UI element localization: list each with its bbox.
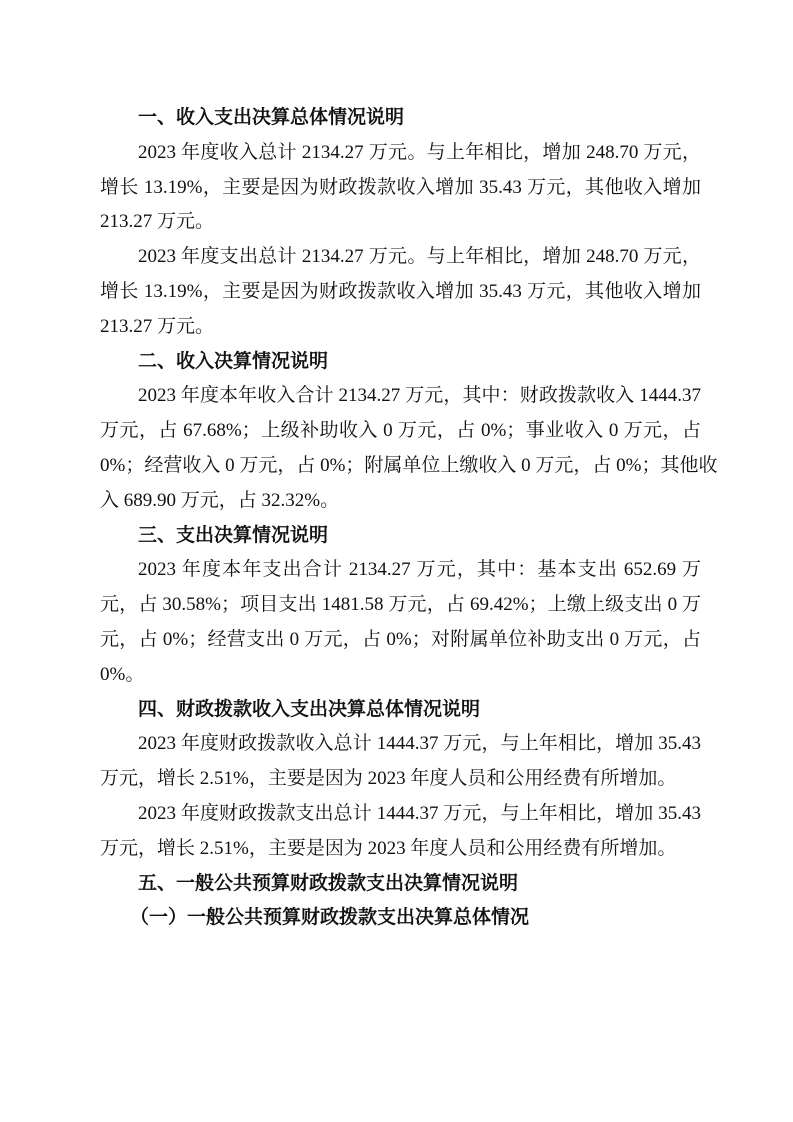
paragraph-line: 万元，增长 2.51%，主要是因为 2023 年度人员和公用经费有所增加。 bbox=[100, 837, 677, 859]
document-body bbox=[100, 101, 718, 936]
paragraph-line: 2023 年度收入总计 2134.27 万元。与上年相比，增加 248.70 万元， bbox=[138, 141, 701, 163]
paragraph-line: 入 689.90 万元，占 32.32%。 bbox=[100, 489, 340, 511]
paragraph-line: 2023 年度支出总计 2134.27 万元。与上年相比，增加 248.70 万元， bbox=[138, 246, 701, 268]
section-subheading: （一）一般公共预算财政拨款支出决算总体情况 bbox=[130, 907, 530, 929]
section-heading: 一、收入支出决算总体情况说明 bbox=[138, 107, 405, 128]
paragraph-line: 元，占 0%；经营支出 0 万元，占 0%；对附属单位补助支出 0 万元，占 bbox=[100, 628, 701, 650]
paragraph-line: 增长 13.19%，主要是因为财政拨款收入增加 35.43 万元，其他收入增加 bbox=[100, 280, 701, 302]
paragraph-line: 万元，占 67.68%；上级补助收入 0 万元，占 0%；事业收入 0 万元，占 bbox=[100, 420, 701, 442]
paragraph-line: 万元，增长 2.51%，主要是因为 2023 年度人员和公用经费有所增加。 bbox=[100, 768, 677, 790]
paragraph-line: 元，占 30.58%；项目支出 1481.58 万元，占 69.42%；上缴上级支出 0 万 bbox=[100, 594, 701, 616]
paragraph-line: 2023 年度财政拨款支出总计 1444.37 万元，与上年相比，增加 35.43 bbox=[138, 802, 701, 824]
paragraph-line: 213.27 万元。 bbox=[100, 315, 215, 337]
paragraph-line: 2023 年度本年收入合计 2134.27 万元，其中：财政拨款收入 1444.37 bbox=[138, 385, 701, 407]
paragraph-line: 增长 13.19%，主要是因为财政拨款收入增加 35.43 万元，其他收入增加 bbox=[100, 176, 701, 198]
section-heading: 三、支出决算情况说明 bbox=[138, 524, 329, 546]
section-heading: 五、一般公共预算财政拨款支出决算情况说明 bbox=[138, 872, 519, 894]
section-heading: 二、收入决算情况说明 bbox=[138, 350, 329, 372]
paragraph-line: 0%。 bbox=[100, 663, 145, 685]
paragraph-line: 213.27 万元。 bbox=[100, 211, 215, 233]
paragraph-line: 0%；经营收入 0 万元，占 0%；附属单位上缴收入 0 万元，占 0%；其他收 bbox=[100, 454, 718, 476]
section-heading: 四、财政拨款收入支出决算总体情况说明 bbox=[138, 698, 481, 720]
paragraph-line: 2023 年度本年支出合计 2134.27 万元，其中：基本支出 652.69 万 bbox=[138, 559, 701, 581]
paragraph-line: 2023 年度财政拨款收入总计 1444.37 万元，与上年相比，增加 35.43 bbox=[138, 733, 701, 755]
